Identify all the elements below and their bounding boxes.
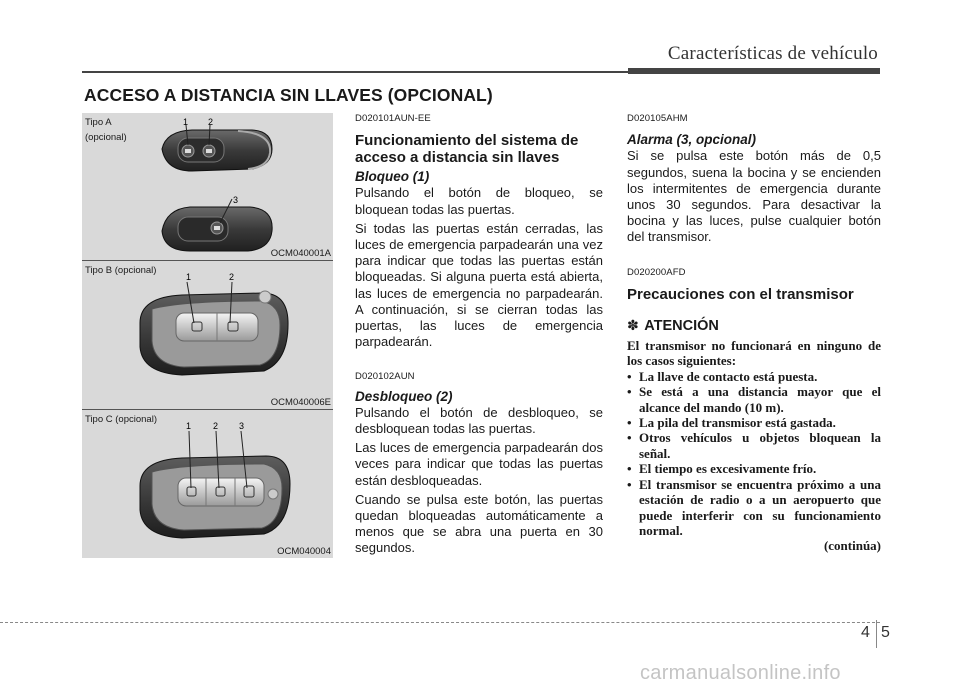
warning-box: [627, 338, 881, 554]
section-code: D020200AFD: [627, 266, 686, 278]
warning-intro: El transmisor no funcionará en ninguno de los casos siguientes:: [627, 338, 881, 369]
header-accent-bar: [628, 68, 880, 74]
key-fob-type-b-illustration: [82, 261, 333, 409]
figure-type-c: [82, 410, 333, 558]
key-fob-type-c-illustration: [82, 410, 333, 558]
figure-b-label: Tipo B (opcional): [85, 265, 157, 276]
figure-b-code: OCM040006E: [270, 397, 331, 408]
warning-item: • La pila del transmisor está gastada.: [627, 415, 881, 430]
warning-item: • Se está a una distancia mayor que el alcance del mando (10 m).: [627, 384, 881, 415]
figure-c-number-1: 1: [186, 421, 192, 431]
figure-a-label: Tipo A (opcional): [85, 117, 127, 143]
section-code: D020102AUN: [355, 371, 415, 383]
footer-rule: [0, 622, 880, 623]
figure-type-a: [82, 113, 333, 260]
paragraph: Cuando se pulsa este botón, las puertas quedan bloqueadas automáticamente a menos que se abra una puerta en 30 segundos.: [355, 491, 603, 556]
figure-a-number-1: 1: [183, 117, 189, 127]
feature-heading-lock: Bloqueo (1): [355, 169, 430, 185]
section-code: D020101AUN-EE: [355, 113, 431, 124]
section-title: ACCESO A DISTANCIA SIN LLAVES (OPCIONAL): [84, 85, 493, 105]
page-number: 5: [881, 624, 890, 641]
warning-title: ✽ ATENCIÓN: [627, 316, 719, 334]
text-column-2: [627, 111, 881, 554]
subsection-heading: Precauciones con el transmisor: [627, 285, 854, 303]
paragraph: Pulsando el botón de bloqueo, se bloquean todas las puertas.: [355, 185, 603, 217]
paragraph: Pulsando el botón de desbloqueo, se desbloquean todas las puertas.: [355, 404, 603, 437]
figure-c-number-2: 2: [213, 421, 219, 431]
figure-c-number-3: 3: [239, 421, 245, 431]
section-code: D020105AHM: [627, 113, 688, 124]
feature-heading-alarm: Alarma (3, opcional): [627, 132, 757, 148]
subsection-heading: Funcionamiento del sistema de acceso a distancia sin llaves: [355, 132, 579, 167]
continued-note: (continúa): [823, 538, 881, 554]
figure-b-number-1: 1: [186, 272, 192, 282]
figure-b-number-2: 2: [229, 272, 235, 282]
figure-c-code: OCM040004: [277, 546, 331, 557]
warning-item: • Otros vehículos u objetos bloquean la señal.: [627, 430, 881, 461]
warning-item: • La llave de contacto está puesta.: [627, 369, 881, 384]
figure-c-label: Tipo C (opcional): [85, 414, 157, 425]
text-column-1: [355, 111, 603, 560]
figure-a-number-3: 3: [233, 195, 239, 205]
figure-a-number-2: 2: [208, 117, 214, 127]
paragraph: Si se pulsa este botón más de 0,5 segundos, suena la bocina y se encienden los intermitentes de emergencia durante unos 30 segundos. Para desactivar la bocina y las luces, pulse cualquier botón del transmisor.: [627, 148, 881, 245]
page-number-divider: [876, 620, 877, 648]
chapter-number: 4: [861, 624, 870, 641]
warning-item: • El tiempo es excesivamente frío.: [627, 461, 881, 476]
watermark: carmanualsonline.info: [640, 662, 841, 684]
chapter-title: Características de vehículo: [667, 43, 878, 64]
paragraph: Las luces de emergencia parpadearán dos veces para indicar que todas las puertas están desbloqueadas.: [355, 440, 603, 488]
asterisk-icon: ✽: [627, 316, 639, 333]
warning-item: • El transmisor se encuentra próximo a una estación de radio o a un aeropuerto que puede interferir con su funcionamiento normal.: [627, 477, 881, 539]
figure-type-b: [82, 261, 333, 409]
figure-a-code: OCM040001A: [270, 248, 331, 259]
paragraph: Si todas las puertas están cerradas, las luces de emergencia parpadearán una vez para indicar que todas las puertas están bloqueadas. Si alguna puerta está abierta, las luces de emergencia no parpadearán. A continuación, si se cierran todas las puertas, las luces de emergencia parpadearán.: [355, 220, 603, 350]
feature-heading-unlock: Desbloqueo (2): [355, 388, 453, 404]
